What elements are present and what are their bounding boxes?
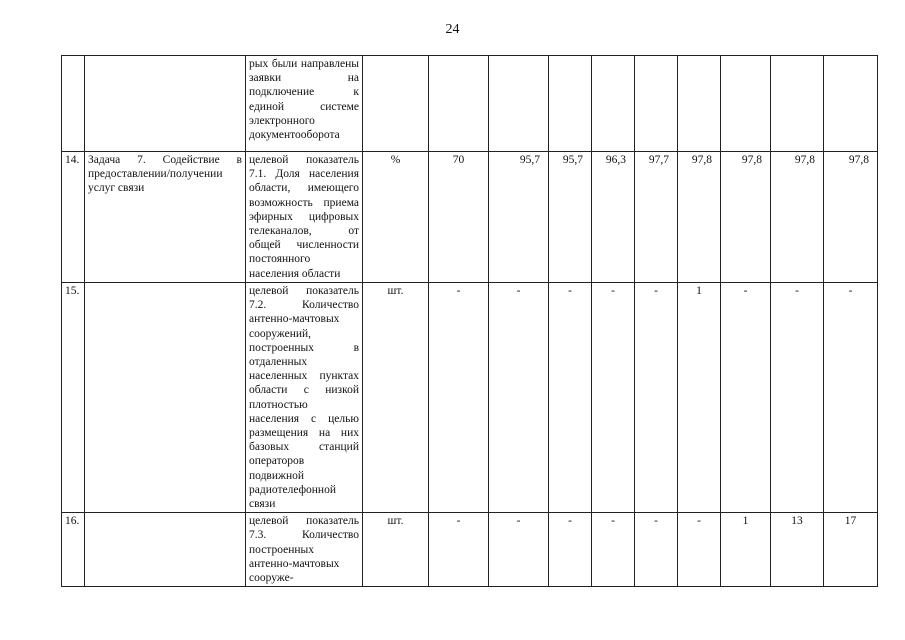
row-number: 16. — [62, 513, 85, 587]
value-cell: - — [771, 283, 824, 513]
value-cell: 17 — [824, 513, 878, 587]
value-cell: 97,8 — [824, 152, 878, 283]
value-cell — [489, 56, 549, 152]
indicator-cell: целевой показатель 7.2. Количество антенно-мачтовых сооружений, построенных в отдаленных населенных пунктах области с низкой плотностью населения с целью размещения на них базовых станций операторов подвижной радиотелефонной связи — [246, 283, 363, 513]
row-number — [62, 56, 85, 152]
value-cell: - — [635, 283, 678, 513]
value-cell: - — [549, 283, 592, 513]
indicator-cell: целевой показатель 7.3. Количество построенных антенно-мачтовых сооруже- — [246, 513, 363, 587]
task-cell — [85, 56, 246, 152]
value-cell — [678, 56, 721, 152]
value-cell — [824, 56, 878, 152]
unit-cell: шт. — [363, 283, 429, 513]
value-cell: 97,8 — [721, 152, 771, 283]
table-row — [62, 152, 878, 283]
value-cell: - — [592, 283, 635, 513]
value-cell: 97,7 — [635, 152, 678, 283]
value-cell: 1 — [721, 513, 771, 587]
page-number: 24 — [445, 22, 460, 37]
value-cell: - — [489, 283, 549, 513]
table-row — [62, 56, 878, 152]
value-cell: 95,7 — [489, 152, 549, 283]
table-row — [62, 513, 878, 587]
value-cell — [429, 56, 489, 152]
value-cell: - — [592, 513, 635, 587]
value-cell — [635, 56, 678, 152]
unit-cell: % — [363, 152, 429, 283]
unit-cell: шт. — [363, 513, 429, 587]
value-cell: 95,7 — [549, 152, 592, 283]
value-cell: 1 — [678, 283, 721, 513]
task-cell: Задача 7. Содействие в предоставлении/получении услуг связи — [85, 152, 246, 283]
value-cell — [771, 56, 824, 152]
row-number: 15. — [62, 283, 85, 513]
value-cell: - — [678, 513, 721, 587]
indicators-table — [61, 55, 878, 587]
value-cell: - — [824, 283, 878, 513]
unit-cell — [363, 56, 429, 152]
value-cell — [592, 56, 635, 152]
value-cell: 96,3 — [592, 152, 635, 283]
row-number: 14. — [62, 152, 85, 283]
value-cell: 13 — [771, 513, 824, 587]
value-cell: - — [721, 283, 771, 513]
value-cell: - — [429, 283, 489, 513]
value-cell: 97,8 — [678, 152, 721, 283]
task-cell — [85, 513, 246, 587]
task-cell — [85, 283, 246, 513]
value-cell: - — [635, 513, 678, 587]
indicator-cell: рых были направлены заявки на подключение к единой системе электронного документооборота — [246, 56, 363, 152]
value-cell: 97,8 — [771, 152, 824, 283]
value-cell — [721, 56, 771, 152]
table-row — [62, 283, 878, 513]
value-cell: 70 — [429, 152, 489, 283]
value-cell: - — [549, 513, 592, 587]
value-cell: - — [489, 513, 549, 587]
value-cell — [549, 56, 592, 152]
value-cell: - — [429, 513, 489, 587]
indicator-cell: целевой показатель 7.1. Доля населения области, имеющего возможность приема эфирных цифровых телеканалов, от общей численности постоянного населения области — [246, 152, 363, 283]
